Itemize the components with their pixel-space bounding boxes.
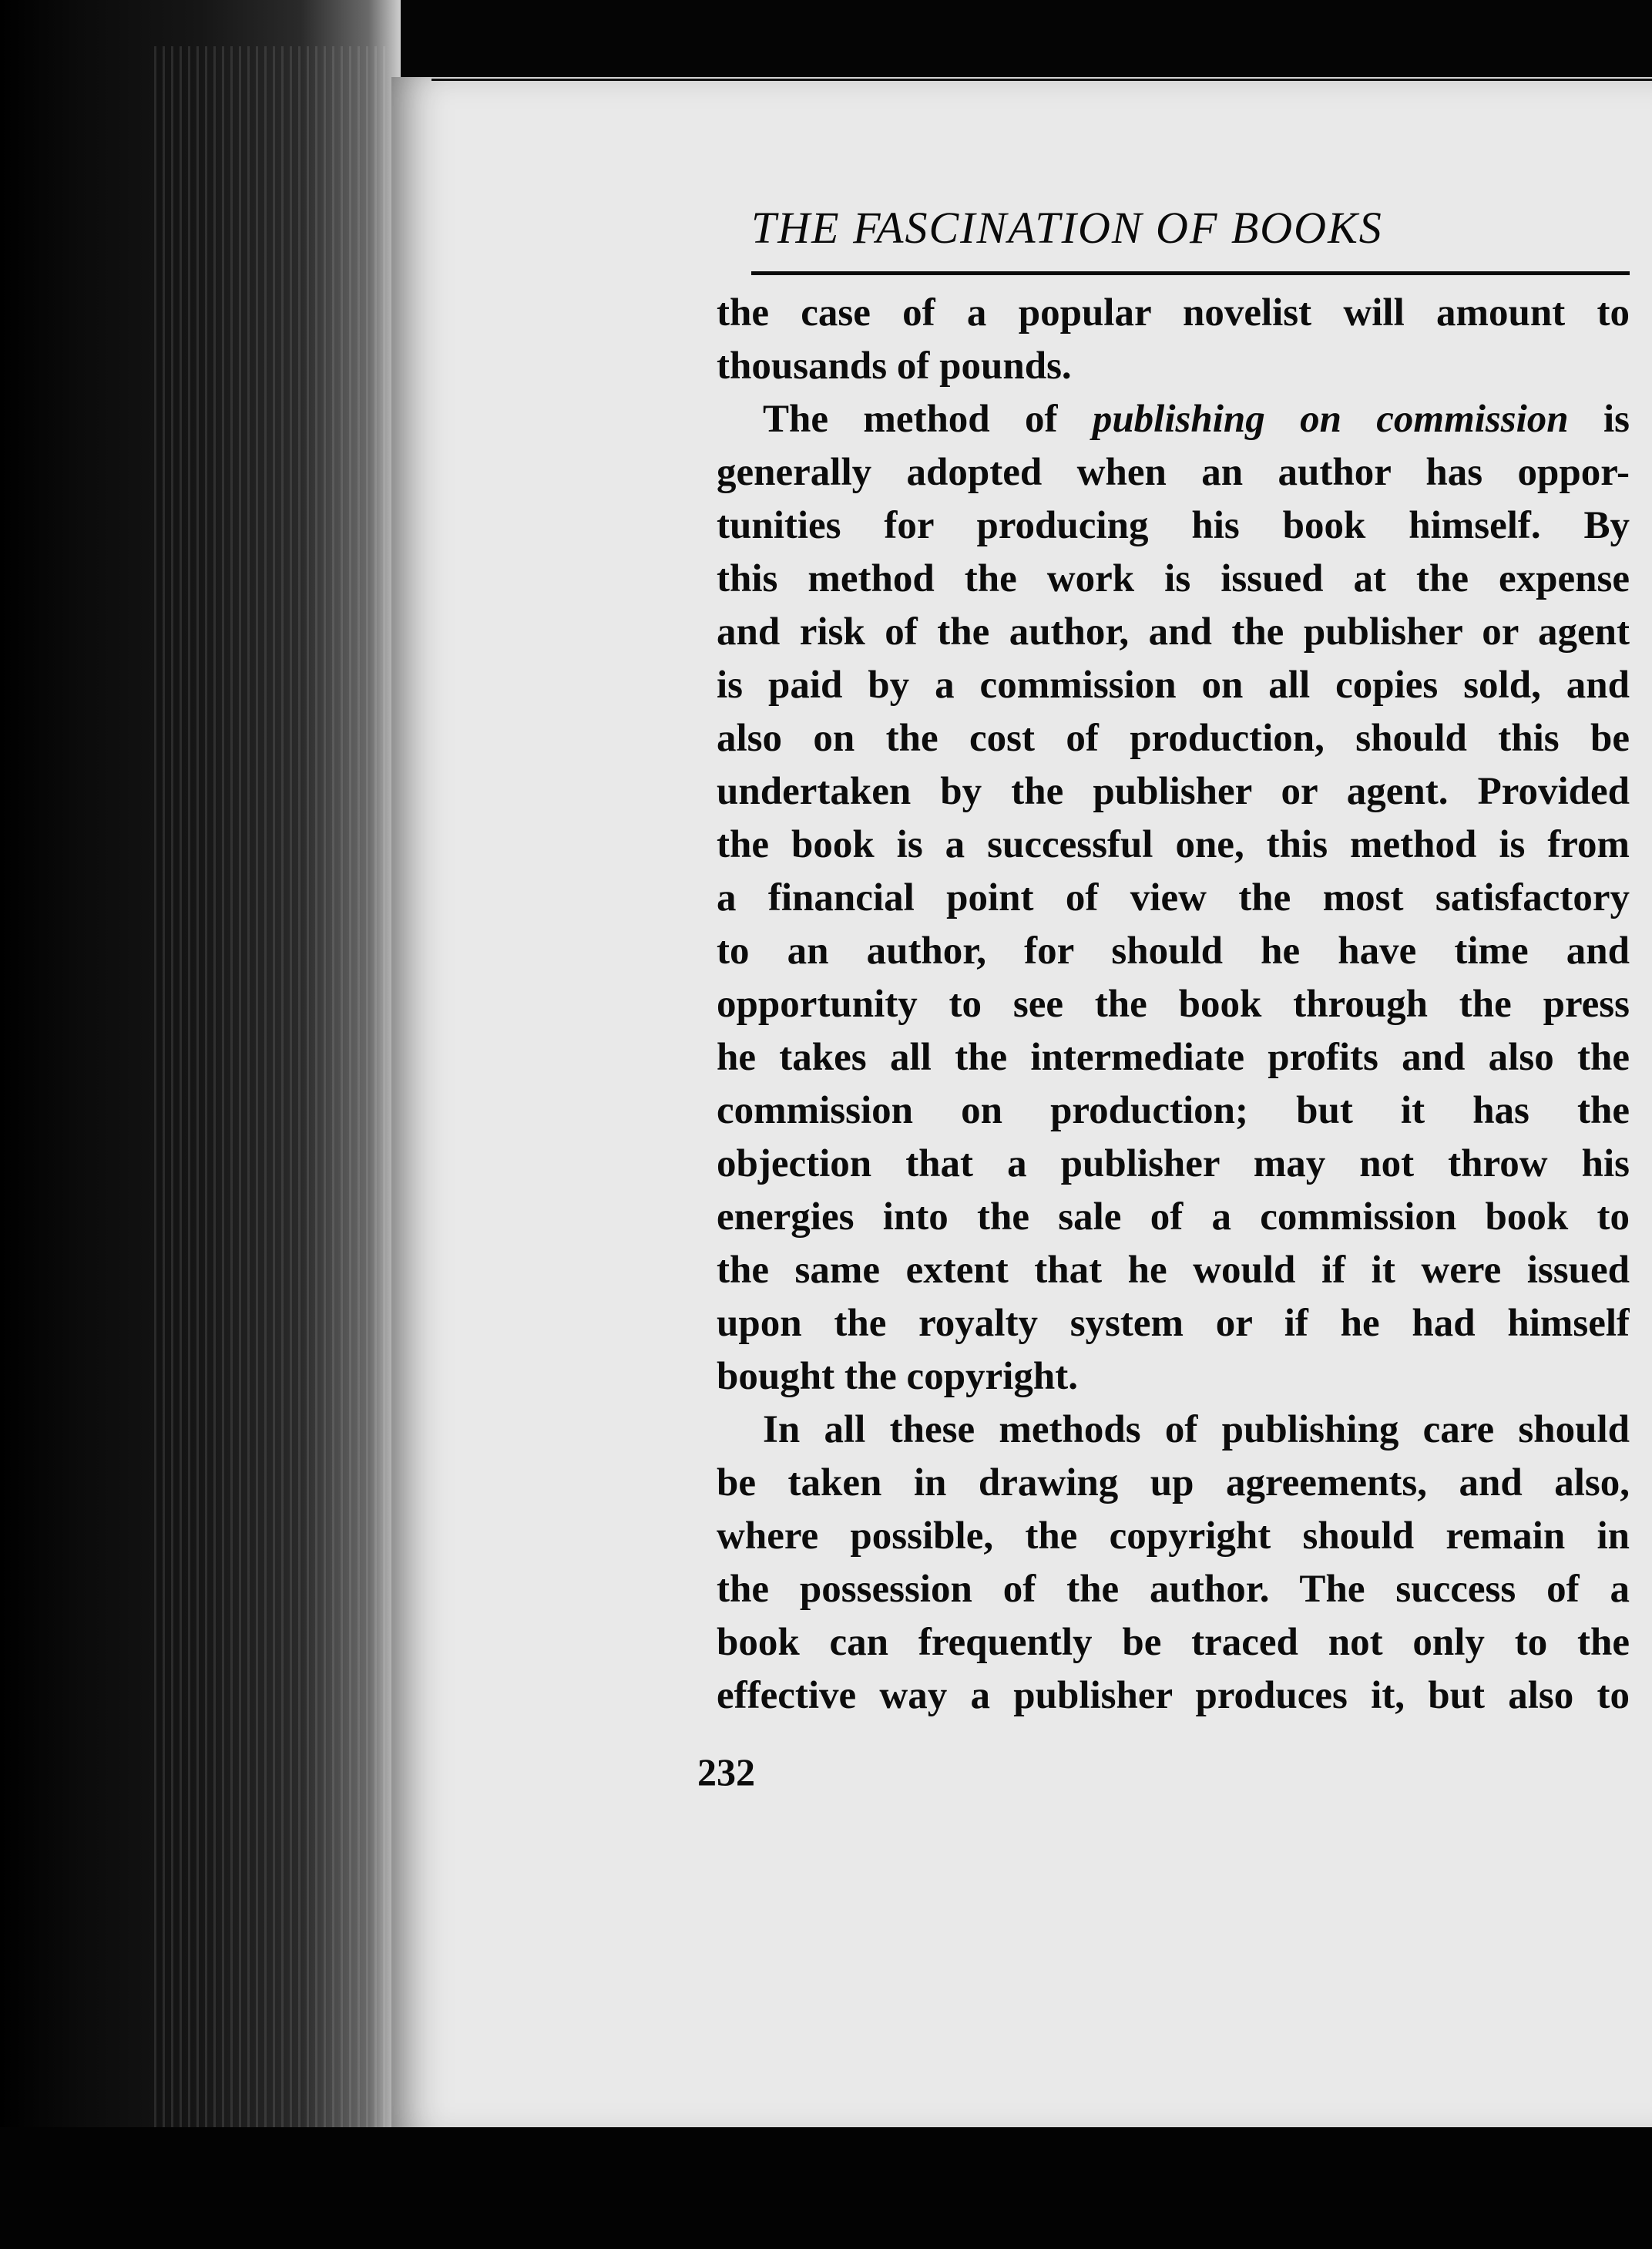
text-line: the book is a successful one, this method is from	[717, 823, 1630, 866]
text-line: is paid by a commission on all copies sold, and	[717, 664, 1630, 707]
text-line: and risk of the author, and the publisher or agent	[717, 610, 1630, 654]
text-line: a financial point of view the most satisfactory	[717, 876, 1630, 919]
text-line: where possible, the copyright should remain in	[717, 1514, 1630, 1558]
text-line: effective way a publisher produces it, but also to	[717, 1674, 1630, 1717]
text-line: book can frequently be traced not only to the	[717, 1621, 1630, 1664]
text-line: also on the cost of production, should this be	[717, 717, 1630, 760]
text-line: thousands of pounds.	[717, 345, 1072, 388]
running-title: THE FASCINATION OF BOOKS	[751, 203, 1383, 253]
text-line: tunities for producing his book himself. By	[717, 504, 1630, 547]
text-line: objection that a publisher may not throw his	[717, 1142, 1630, 1185]
text-line: upon the royalty system or if he had himself	[717, 1302, 1630, 1345]
emphasized-term: publishing on commission	[1092, 398, 1569, 441]
page-number: 232	[697, 1750, 755, 1793]
text-line: opportunity to see the book through the press	[717, 983, 1630, 1026]
page-top-edge	[431, 79, 1652, 81]
text-line: bought the copyright.	[717, 1355, 1078, 1398]
page-edges	[154, 46, 385, 2127]
text-line: In all these methods of publishing care should	[763, 1408, 1630, 1451]
text-line: the case of a popular novelist will amount to	[717, 291, 1630, 334]
text-line	[717, 393, 1630, 446]
text-line: energies into the sale of a commission book to	[717, 1195, 1630, 1239]
header-rule	[751, 271, 1630, 275]
text-line: commission on production; but it has the	[717, 1089, 1630, 1132]
text-run: is	[1603, 398, 1630, 441]
page-body	[717, 287, 1630, 1723]
text-line: the same extent that he would if it were issued	[717, 1249, 1630, 1292]
text-run: The method of	[763, 398, 1058, 441]
text-line: he takes all the intermediate profits and also the	[717, 1036, 1630, 1079]
text-line: to an author, for should he have time and	[717, 930, 1630, 973]
text-line: undertaken by the publisher or agent. Provided	[717, 770, 1630, 813]
scan-background	[0, 2127, 1652, 2249]
text-line: be taken in drawing up agreements, and also,	[717, 1461, 1630, 1504]
text-line: this method the work is issued at the expense	[717, 557, 1630, 600]
text-line: generally adopted when an author has oppor-	[717, 451, 1630, 494]
text-line: the possession of the author. The success of a	[717, 1568, 1630, 1611]
